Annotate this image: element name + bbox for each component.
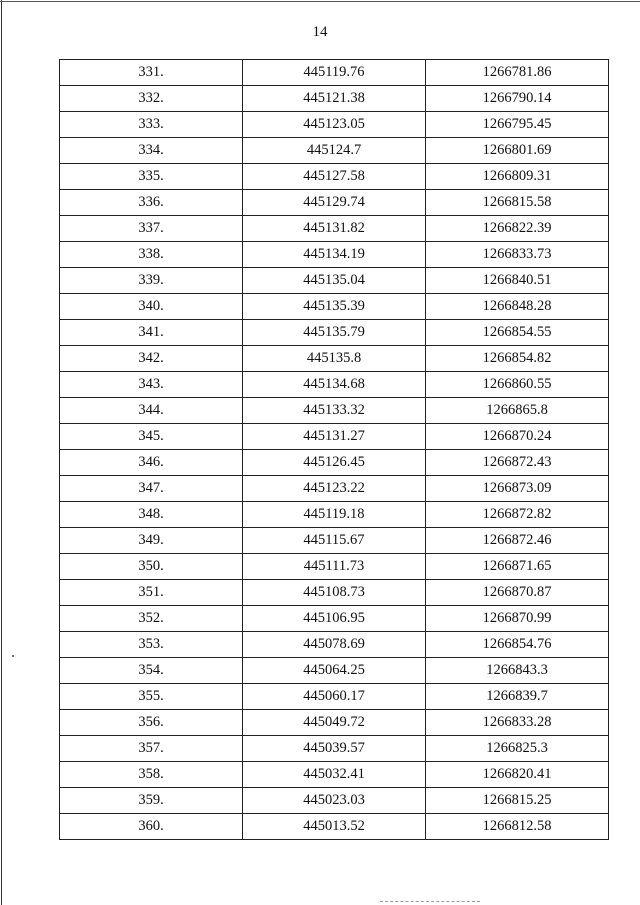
y-coordinate-cell: 1266815.25 [426, 788, 609, 814]
y-coordinate-cell: 1266873.09 [426, 476, 609, 502]
y-coordinate-cell: 1266854.82 [426, 346, 609, 372]
table-row [60, 60, 609, 86]
x-coordinate-cell: 445135.8 [243, 346, 426, 372]
point-number-cell: 335. [60, 164, 243, 190]
y-coordinate-cell: 1266801.69 [426, 138, 609, 164]
table-row [60, 632, 609, 658]
x-coordinate-cell: 445131.27 [243, 424, 426, 450]
x-coordinate-cell: 445078.69 [243, 632, 426, 658]
y-coordinate-cell: 1266870.87 [426, 580, 609, 606]
table-row [60, 476, 609, 502]
y-coordinate-cell: 1266872.82 [426, 502, 609, 528]
table-row [60, 346, 609, 372]
x-coordinate-cell: 445135.79 [243, 320, 426, 346]
y-coordinate-cell: 1266795.45 [426, 112, 609, 138]
y-coordinate-cell: 1266781.86 [426, 60, 609, 86]
table-row [60, 398, 609, 424]
y-coordinate-cell: 1266848.28 [426, 294, 609, 320]
y-coordinate-cell: 1266812.58 [426, 814, 609, 840]
x-coordinate-cell: 445123.05 [243, 112, 426, 138]
point-number-cell: 347. [60, 476, 243, 502]
table-row [60, 190, 609, 216]
y-coordinate-cell: 1266839.7 [426, 684, 609, 710]
table-row [60, 554, 609, 580]
table-row [60, 86, 609, 112]
point-number-cell: 345. [60, 424, 243, 450]
table-row [60, 502, 609, 528]
y-coordinate-cell: 1266854.55 [426, 320, 609, 346]
table-row [60, 658, 609, 684]
x-coordinate-cell: 445060.17 [243, 684, 426, 710]
table-row [60, 320, 609, 346]
point-number-cell: 338. [60, 242, 243, 268]
point-number-cell: 342. [60, 346, 243, 372]
x-coordinate-cell: 445135.04 [243, 268, 426, 294]
table-row [60, 242, 609, 268]
point-number-cell: 344. [60, 398, 243, 424]
x-coordinate-cell: 445123.22 [243, 476, 426, 502]
point-number-cell: 350. [60, 554, 243, 580]
y-coordinate-cell: 1266815.58 [426, 190, 609, 216]
x-coordinate-cell: 445134.19 [243, 242, 426, 268]
x-coordinate-cell: 445127.58 [243, 164, 426, 190]
scan-artifact-dot [12, 655, 14, 657]
y-coordinate-cell: 1266822.39 [426, 216, 609, 242]
table-row [60, 372, 609, 398]
y-coordinate-cell: 1266860.55 [426, 372, 609, 398]
y-coordinate-cell: 1266825.3 [426, 736, 609, 762]
coordinates-table-body [60, 60, 609, 840]
x-coordinate-cell: 445121.38 [243, 86, 426, 112]
table-row [60, 710, 609, 736]
point-number-cell: 352. [60, 606, 243, 632]
x-coordinate-cell: 445115.67 [243, 528, 426, 554]
table-row [60, 268, 609, 294]
table-row [60, 814, 609, 840]
point-number-cell: 341. [60, 320, 243, 346]
point-number-cell: 332. [60, 86, 243, 112]
point-number-cell: 339. [60, 268, 243, 294]
table-row [60, 788, 609, 814]
x-coordinate-cell: 445111.73 [243, 554, 426, 580]
x-coordinate-cell: 445032.41 [243, 762, 426, 788]
y-coordinate-cell: 1266854.76 [426, 632, 609, 658]
point-number-cell: 360. [60, 814, 243, 840]
x-coordinate-cell: 445064.25 [243, 658, 426, 684]
x-coordinate-cell: 445126.45 [243, 450, 426, 476]
table-row [60, 580, 609, 606]
point-number-cell: 359. [60, 788, 243, 814]
table-row [60, 684, 609, 710]
coordinates-table [59, 59, 609, 840]
x-coordinate-cell: 445129.74 [243, 190, 426, 216]
x-coordinate-cell: 445106.95 [243, 606, 426, 632]
x-coordinate-cell: 445119.76 [243, 60, 426, 86]
page-left-edge [1, 0, 2, 905]
y-coordinate-cell: 1266872.43 [426, 450, 609, 476]
point-number-cell: 356. [60, 710, 243, 736]
table-row [60, 112, 609, 138]
scan-artifact-line [380, 901, 480, 903]
y-coordinate-cell: 1266870.99 [426, 606, 609, 632]
x-coordinate-cell: 445108.73 [243, 580, 426, 606]
y-coordinate-cell: 1266809.31 [426, 164, 609, 190]
y-coordinate-cell: 1266871.65 [426, 554, 609, 580]
point-number-cell: 349. [60, 528, 243, 554]
table-row [60, 138, 609, 164]
point-number-cell: 351. [60, 580, 243, 606]
x-coordinate-cell: 445133.32 [243, 398, 426, 424]
table-row [60, 164, 609, 190]
y-coordinate-cell: 1266870.24 [426, 424, 609, 450]
point-number-cell: 357. [60, 736, 243, 762]
point-number-cell: 353. [60, 632, 243, 658]
table-row [60, 424, 609, 450]
y-coordinate-cell: 1266833.28 [426, 710, 609, 736]
table-row [60, 736, 609, 762]
x-coordinate-cell: 445119.18 [243, 502, 426, 528]
point-number-cell: 340. [60, 294, 243, 320]
point-number-cell: 333. [60, 112, 243, 138]
table-row [60, 294, 609, 320]
point-number-cell: 346. [60, 450, 243, 476]
x-coordinate-cell: 445124.7 [243, 138, 426, 164]
y-coordinate-cell: 1266790.14 [426, 86, 609, 112]
point-number-cell: 337. [60, 216, 243, 242]
x-coordinate-cell: 445049.72 [243, 710, 426, 736]
page-number: 14 [312, 24, 328, 40]
page-top-edge [0, 1, 640, 2]
table-row [60, 762, 609, 788]
x-coordinate-cell: 445131.82 [243, 216, 426, 242]
y-coordinate-cell: 1266820.41 [426, 762, 609, 788]
x-coordinate-cell: 445039.57 [243, 736, 426, 762]
table-row [60, 606, 609, 632]
x-coordinate-cell: 445135.39 [243, 294, 426, 320]
y-coordinate-cell: 1266865.8 [426, 398, 609, 424]
y-coordinate-cell: 1266872.46 [426, 528, 609, 554]
point-number-cell: 343. [60, 372, 243, 398]
point-number-cell: 331. [60, 60, 243, 86]
table-row [60, 450, 609, 476]
table-row [60, 216, 609, 242]
x-coordinate-cell: 445013.52 [243, 814, 426, 840]
point-number-cell: 336. [60, 190, 243, 216]
x-coordinate-cell: 445023.03 [243, 788, 426, 814]
point-number-cell: 358. [60, 762, 243, 788]
point-number-cell: 334. [60, 138, 243, 164]
y-coordinate-cell: 1266843.3 [426, 658, 609, 684]
y-coordinate-cell: 1266833.73 [426, 242, 609, 268]
point-number-cell: 348. [60, 502, 243, 528]
y-coordinate-cell: 1266840.51 [426, 268, 609, 294]
table-row [60, 528, 609, 554]
x-coordinate-cell: 445134.68 [243, 372, 426, 398]
point-number-cell: 354. [60, 658, 243, 684]
point-number-cell: 355. [60, 684, 243, 710]
